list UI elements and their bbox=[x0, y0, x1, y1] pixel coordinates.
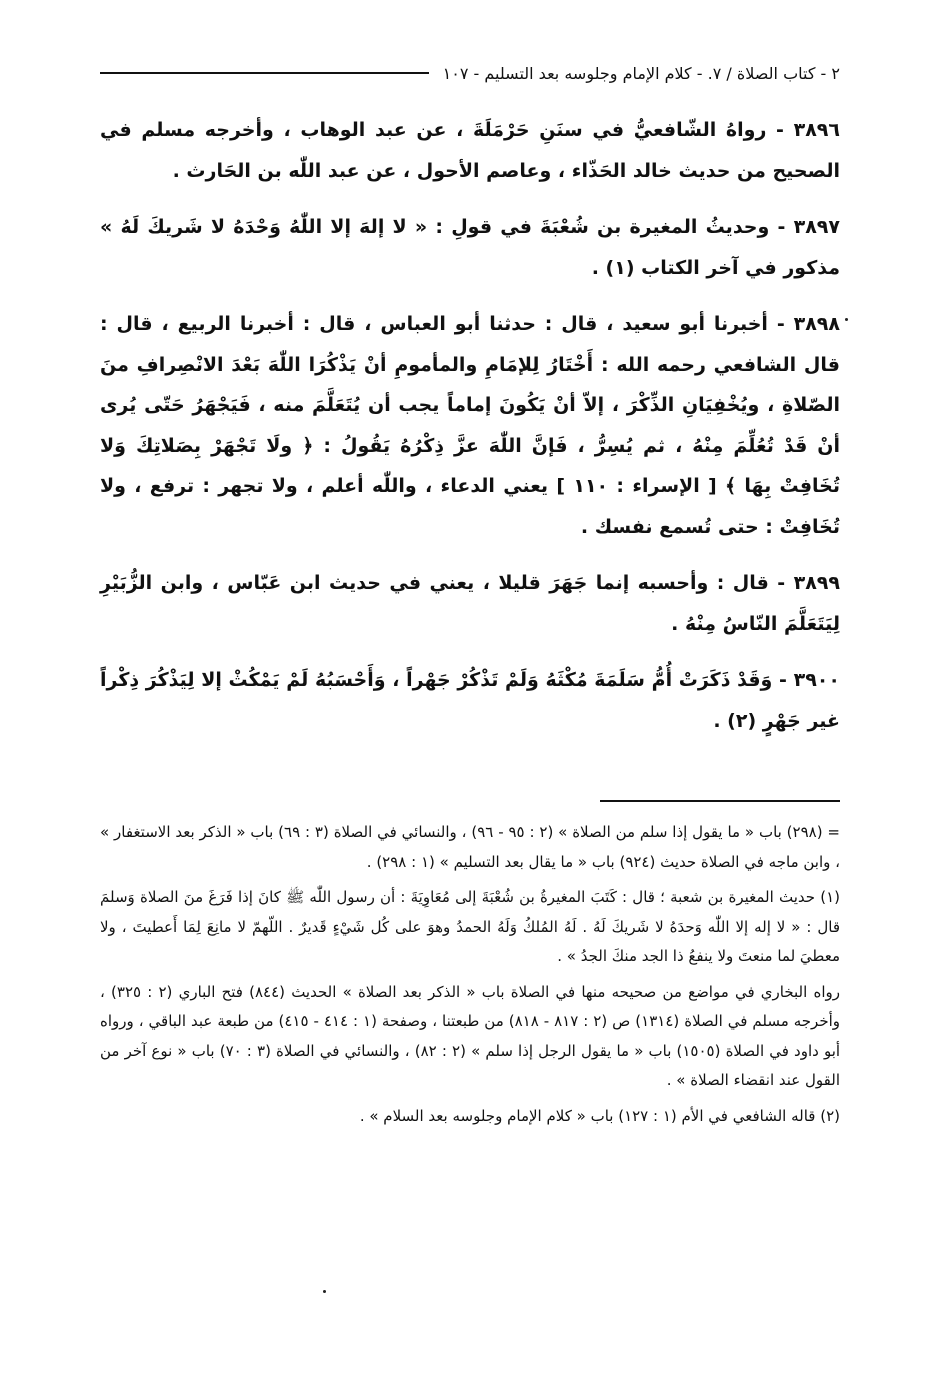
running-title: ٢ - كتاب الصلاة / ٧. - كلام الإمام وجلوسه بعد التسليم - ١٠٧ bbox=[442, 63, 840, 83]
footnote-1-sources: رواه البخاري في مواضع من صحيحه منها في الصلاة باب « الذكر بعد الصلاة » الحديث (٨٤٤) فتح الباري (٢ : ٣٢٥) ، وأخرجه مسلم في الصلاة (١٣١٤) ص (٢ : ٨١٧ - ٨١٨) من طبعتنا ، وصفحة (١ : ٤١٤ - ٤١٥) من طبعة عبد الباقي ، ورواه أبو داود في الصلاة (١٥٠٥) باب « ما يقول الرجل إذا سلم » (٢ : ٨٢) ، والنسائي في الصلاة (٣ : ٧٠) باب « نوع آخر من القول عند انقضاء الصلاة » . bbox=[100, 982, 841, 1089]
footnote-2: (٢) قاله الشافعي في الأم (١ : ١٢٧) باب « كلام الإمام وجلوسه بعد السلام » . bbox=[359, 1106, 840, 1125]
footnote-continuation: = (٢٩٨) باب « ما يقول إذا سلم من الصلاة » (٢ : ٩٥ - ٩٦) ، والنسائي في الصلاة (٣ : ٦٩) باب « الذكر بعد الاستغفار » ، وابن ماجه في الصلاة حديث (٩٢٤) باب « ما يقال بعد التسليم » (١ : ٢٩٨) . bbox=[100, 823, 840, 871]
paragraph-3897: ٣٨٩٧ - وحديثُ المغيرة بن شُعْبَةَ في قولِ : « لا إلهَ إلا اللّٰهُ وَحْدَهُ لا شَريكَ لَهُ » مذكور في آخر الكتاب (١) . bbox=[100, 216, 840, 279]
paragraph-3899: ٣٨٩٩ - قال : وأحسبه إنما جَهَرَ قليلا ، يعني في حديث ابن عَبّاس ، وابن الزُّبَيْرِ لِيَتَعَلَّمَ النّاسُ مِنْهُ . bbox=[100, 572, 840, 635]
paragraph-3898: ٣٨٩٨ - أخبرنا أبو سعيد ، قال : حدثنا أبو العباس ، قال : أخبرنا الربيع ، قال : قال الشافعي رحمه الله : أَخْتَارُ لِلإمَامِ والمأمومِ أنْ يَذْكُرَا اللّٰهَ بَعْدَ الانْصِرافِ منَ الصّلاةِ ، ويُخْفِيَانِ الذِّكْرَ ، إلاّ أنْ يَكُونَ إماماً يجب أن يُتَعَلَّمَ منه ، فَيَجْهَرُ حَتّى يُرى أنْ قَدْ تُعُلِّمَ مِنْهُ ، ثم يُسِرُّ ، فَإنَّ اللّٰهَ عزَّ ذِكْرُهُ يَقُولُ : ﴿ ولَا تَجْهَرْ بِصَلاتِكَ وَلا تُخَافِتْ بِهَا ﴾ [ الإسراء : ١١٠ ] يعني الدعاء ، واللّٰه أعلم ، ولا تجهر : ترفع ، ولا تُخَافِتْ : حتى تُسمع نفسك . bbox=[100, 313, 841, 538]
running-header bbox=[100, 62, 840, 84]
footnote-separator bbox=[600, 800, 840, 802]
paragraph-3896: ٣٨٩٦ - رواهُ الشّافعيُّ في سنَنِ حَرْمَلَةَ ، عن عبد الوهاب ، وأخرجه مسلم في الصحيح من حديث خالد الحَذّاء ، وعاصم الأحول ، عن عبد اللّٰه بن الحَارث . bbox=[100, 119, 840, 182]
paragraph-3900: ٣٩٠٠ - وَقَدْ ذَكَرَتْ أُمُّ سَلَمَةَ مُكْثَهُ وَلَمْ تَذْكُرْ جَهْراً ، وَأَحْسَبُهُ لَمْ يَمْكُثْ إلا لِيَذْكُرَ ذِكْراً غير جَهْرٍ (٢) . bbox=[100, 669, 840, 732]
header-rule bbox=[100, 72, 429, 74]
scan-speck bbox=[845, 318, 848, 321]
main-text bbox=[100, 110, 840, 757]
footnote-1: (١) حديث المغيرة بن شعبة ؛ قال : كَتَبَ المغيرةُ بن شُعْبَةَ إلى مُعَاوِيَةَ : أن رسول اللّٰه ﷺ كانَ إذا فَرَغَ منَ الصلاة وَسلمَ قال : « لا إله إلا اللّٰه وَحدَهُ لا شَريكَ لَهُ . لَهُ المُلكُ وَلَهُ الحمدُ وهوَ على كُل شَيْءٍ قَديرٌ . اللّهمّ لا مانِعَ لِمَا أَعطيتَ ، ولا معطيَ لما منعتَ ولا ينفعُ ذا الجد منكَ الجدُ » . bbox=[100, 888, 840, 965]
footnotes bbox=[100, 818, 840, 1137]
scan-speck bbox=[323, 1290, 326, 1293]
